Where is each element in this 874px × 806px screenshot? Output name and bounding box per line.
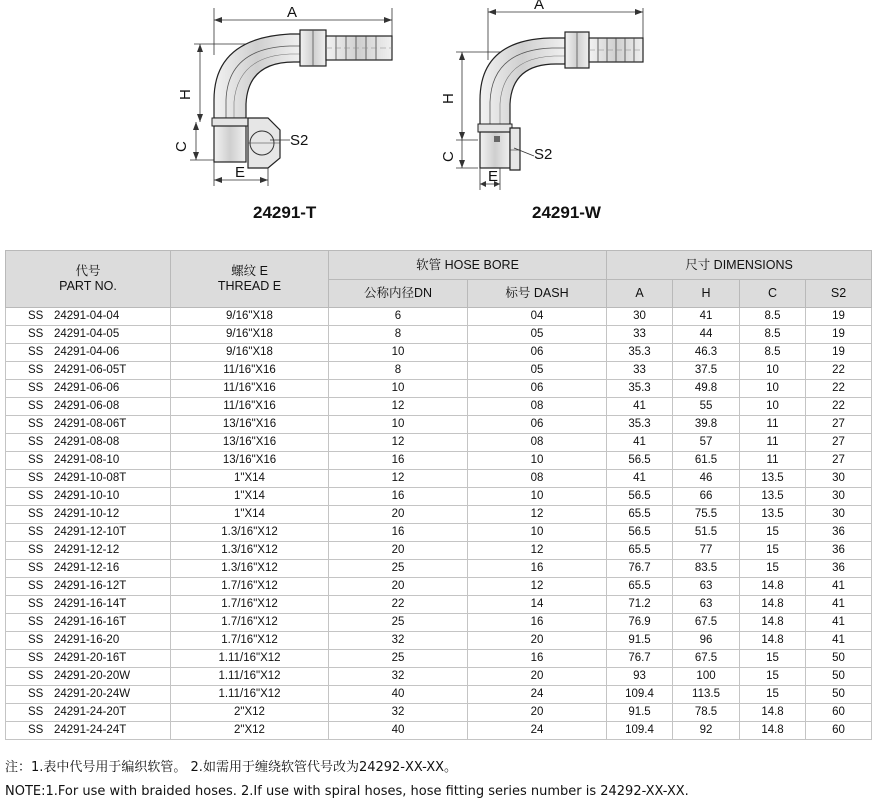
part-number: 24291-16-12T: [54, 580, 127, 592]
cell-a: 65.5: [607, 578, 673, 596]
cell-a: 91.5: [607, 704, 673, 722]
cell-thread: 1.11/16"X12: [171, 686, 329, 704]
cell-thread: 1.7/16"X12: [171, 614, 329, 632]
cell-s2: 19: [806, 326, 872, 344]
cell-c: 14.8: [740, 722, 806, 740]
cell-c: 15: [740, 668, 806, 686]
cell-dn: 12: [329, 398, 468, 416]
part-number: 24291-20-24W: [54, 688, 131, 700]
part-prefix: SS: [28, 454, 44, 466]
cell-c: 15: [740, 686, 806, 704]
cell-part-no: [6, 506, 171, 524]
table-row: [6, 470, 872, 488]
dim-label-s2: S2: [534, 146, 553, 163]
table-row: [6, 704, 872, 722]
cell-s2: 41: [806, 614, 872, 632]
cell-h: 37.5: [673, 362, 740, 380]
part-number: 24291-10-10: [54, 490, 120, 502]
header-dimensions: 尺寸 DIMENSIONS: [607, 251, 872, 280]
cell-c: 10: [740, 398, 806, 416]
cell-c: 14.8: [740, 578, 806, 596]
cell-h: 63: [673, 578, 740, 596]
cell-h: 46: [673, 470, 740, 488]
cell-s2: 50: [806, 668, 872, 686]
cell-dash: 05: [468, 362, 607, 380]
part-prefix: SS: [28, 472, 44, 484]
cell-dash: 10: [468, 524, 607, 542]
cell-dn: 6: [329, 308, 468, 326]
table-row: [6, 434, 872, 452]
header-hose-bore: 软管 HOSE BORE: [329, 251, 607, 280]
cell-h: 92: [673, 722, 740, 740]
cell-thread: 1"X14: [171, 488, 329, 506]
table-row: [6, 326, 872, 344]
cell-dn: 25: [329, 560, 468, 578]
part-number: 24291-16-20: [54, 634, 120, 646]
table-row: [6, 398, 872, 416]
dim-label-a: A: [534, 0, 545, 13]
cell-part-no: [6, 668, 171, 686]
cell-c: 15: [740, 650, 806, 668]
cell-s2: 50: [806, 686, 872, 704]
table-row: [6, 380, 872, 398]
cell-a: 41: [607, 470, 673, 488]
cell-thread: 1.7/16"X12: [171, 596, 329, 614]
cell-a: 56.5: [607, 524, 673, 542]
table-row: [6, 596, 872, 614]
cell-thread: 13/16"X16: [171, 416, 329, 434]
cell-dash: 20: [468, 704, 607, 722]
note-en: NOTE:1.For use with braided hoses. 2.If use with spiral hoses, hose fitting series number is 24292-XX-XX.: [5, 784, 689, 799]
cell-s2: 60: [806, 704, 872, 722]
cell-dn: 20: [329, 542, 468, 560]
cell-dn: 20: [329, 578, 468, 596]
header-c: C: [740, 280, 806, 308]
cell-h: 63: [673, 596, 740, 614]
cell-thread: 1.3/16"X12: [171, 524, 329, 542]
cell-dash: 24: [468, 686, 607, 704]
cell-thread: 1"X14: [171, 470, 329, 488]
part-number: 24291-10-08T: [54, 472, 127, 484]
table-row: [6, 362, 872, 380]
cell-part-no: [6, 704, 171, 722]
cell-thread: 1.3/16"X12: [171, 560, 329, 578]
cell-dn: 10: [329, 380, 468, 398]
part-number: 24291-20-16T: [54, 652, 127, 664]
spec-table: [5, 250, 872, 740]
cell-thread: 11/16"X16: [171, 398, 329, 416]
table-row: [6, 506, 872, 524]
part-prefix: SS: [28, 526, 44, 538]
part-number: 24291-24-24T: [54, 724, 127, 736]
cell-a: 91.5: [607, 632, 673, 650]
cell-dash: 08: [468, 470, 607, 488]
header-part-no-en: PART NO.: [59, 279, 117, 293]
cell-h: 44: [673, 326, 740, 344]
cell-thread: 1"X14: [171, 506, 329, 524]
part-number: 24291-16-14T: [54, 598, 127, 610]
cell-c: 15: [740, 524, 806, 542]
cell-s2: 41: [806, 632, 872, 650]
dim-label-c: C: [440, 151, 457, 162]
drawing-24291-W: [440, 0, 643, 190]
cell-part-no: [6, 326, 171, 344]
cell-s2: 22: [806, 362, 872, 380]
cell-part-no: [6, 560, 171, 578]
part-number: 24291-08-08: [54, 436, 120, 448]
cell-thread: 2"X12: [171, 704, 329, 722]
cell-dash: 04: [468, 308, 607, 326]
cell-a: 35.3: [607, 416, 673, 434]
table-row: [6, 524, 872, 542]
cell-part-no: [6, 614, 171, 632]
cell-a: 76.9: [607, 614, 673, 632]
part-prefix: SS: [28, 364, 44, 376]
part-number: 24291-12-12: [54, 544, 120, 556]
table-row: [6, 542, 872, 560]
cell-h: 78.5: [673, 704, 740, 722]
cell-s2: 22: [806, 398, 872, 416]
cell-dash: 08: [468, 398, 607, 416]
cell-dn: 32: [329, 668, 468, 686]
table-row: [6, 560, 872, 578]
cell-part-no: [6, 344, 171, 362]
part-prefix: SS: [28, 382, 44, 394]
part-prefix: SS: [28, 490, 44, 502]
cell-thread: 1.7/16"X12: [171, 578, 329, 596]
part-number: 24291-12-10T: [54, 526, 127, 538]
cell-a: 109.4: [607, 722, 673, 740]
cell-s2: 36: [806, 560, 872, 578]
cell-s2: 30: [806, 506, 872, 524]
table-row: [6, 578, 872, 596]
cell-part-no: [6, 416, 171, 434]
cell-thread: 11/16"X16: [171, 380, 329, 398]
cell-h: 113.5: [673, 686, 740, 704]
cell-a: 33: [607, 326, 673, 344]
cell-h: 75.5: [673, 506, 740, 524]
part-prefix: SS: [28, 418, 44, 430]
part-number: 24291-20-20W: [54, 670, 131, 682]
cell-dash: 06: [468, 344, 607, 362]
cell-thread: 11/16"X16: [171, 362, 329, 380]
cell-dn: 22: [329, 596, 468, 614]
cell-s2: 60: [806, 722, 872, 740]
cell-h: 96: [673, 632, 740, 650]
cell-part-no: [6, 650, 171, 668]
table-row: [6, 416, 872, 434]
cell-thread: 1.11/16"X12: [171, 650, 329, 668]
cell-part-no: [6, 434, 171, 452]
cell-dash: 08: [468, 434, 607, 452]
part-number: 24291-12-16: [54, 562, 120, 574]
part-prefix: SS: [28, 670, 44, 682]
cell-part-no: [6, 632, 171, 650]
cell-a: 65.5: [607, 506, 673, 524]
cell-thread: 9/16"X18: [171, 308, 329, 326]
part-prefix: SS: [28, 562, 44, 574]
notes: [5, 756, 689, 804]
table-row: [6, 668, 872, 686]
table-row: [6, 650, 872, 668]
cell-part-no: [6, 722, 171, 740]
cell-dn: 10: [329, 416, 468, 434]
cell-dash: 16: [468, 614, 607, 632]
cell-h: 100: [673, 668, 740, 686]
dim-label-h: H: [440, 93, 457, 104]
table-row: [6, 614, 872, 632]
part-prefix: SS: [28, 544, 44, 556]
cell-h: 57: [673, 434, 740, 452]
cell-c: 13.5: [740, 488, 806, 506]
part-number: 24291-10-12: [54, 508, 120, 520]
cell-dash: 12: [468, 542, 607, 560]
cell-dn: 40: [329, 686, 468, 704]
part-number: 24291-04-05: [54, 328, 120, 340]
cell-dash: 06: [468, 380, 607, 398]
dim-label-e: E: [488, 168, 499, 185]
cell-h: 67.5: [673, 614, 740, 632]
dim-label-s2: S2: [290, 132, 309, 149]
cell-part-no: [6, 596, 171, 614]
header-dash: 标号 DASH: [468, 280, 607, 308]
cell-part-no: [6, 380, 171, 398]
part-prefix: SS: [28, 508, 44, 520]
cell-part-no: [6, 542, 171, 560]
part-prefix: SS: [28, 616, 44, 628]
part-number: 24291-04-06: [54, 346, 120, 358]
cell-thread: 9/16"X18: [171, 326, 329, 344]
cell-part-no: [6, 398, 171, 416]
part-number: 24291-08-10: [54, 454, 120, 466]
cell-h: 83.5: [673, 560, 740, 578]
cell-part-no: [6, 686, 171, 704]
part-prefix: SS: [28, 400, 44, 412]
drawings-area: [0, 0, 874, 240]
fitting-drawings: [0, 0, 874, 240]
part-prefix: SS: [28, 328, 44, 340]
cell-dn: 20: [329, 506, 468, 524]
cell-s2: 27: [806, 434, 872, 452]
part-prefix: SS: [28, 724, 44, 736]
cell-dn: 10: [329, 344, 468, 362]
dim-label-c: C: [173, 141, 190, 152]
cell-c: 13.5: [740, 470, 806, 488]
cell-c: 14.8: [740, 632, 806, 650]
cell-c: 8.5: [740, 344, 806, 362]
cell-s2: 19: [806, 308, 872, 326]
cell-dn: 16: [329, 524, 468, 542]
cell-dn: 12: [329, 434, 468, 452]
cell-s2: 30: [806, 470, 872, 488]
model-label-24291-w: 24291-W: [532, 203, 601, 222]
cell-a: 30: [607, 308, 673, 326]
cell-h: 39.8: [673, 416, 740, 434]
cell-c: 11: [740, 452, 806, 470]
cell-c: 11: [740, 434, 806, 452]
cell-c: 8.5: [740, 326, 806, 344]
part-number: 24291-06-08: [54, 400, 120, 412]
cell-thread: 1.11/16"X12: [171, 668, 329, 686]
part-prefix: SS: [28, 652, 44, 664]
part-number: 24291-04-04: [54, 310, 120, 322]
table-row: [6, 722, 872, 740]
cell-c: 8.5: [740, 308, 806, 326]
cell-dash: 10: [468, 488, 607, 506]
table-row: [6, 488, 872, 506]
cell-h: 41: [673, 308, 740, 326]
part-prefix: SS: [28, 706, 44, 718]
cell-thread: 13/16"X16: [171, 434, 329, 452]
header-s2: S2: [806, 280, 872, 308]
part-prefix: SS: [28, 598, 44, 610]
table-row: [6, 632, 872, 650]
cell-a: 65.5: [607, 542, 673, 560]
header-a: A: [607, 280, 673, 308]
cell-a: 93: [607, 668, 673, 686]
cell-a: 35.3: [607, 344, 673, 362]
cell-dn: 12: [329, 470, 468, 488]
part-prefix: SS: [28, 688, 44, 700]
cell-h: 66: [673, 488, 740, 506]
cell-c: 14.8: [740, 614, 806, 632]
cell-a: 41: [607, 398, 673, 416]
header-thread-en: THREAD E: [217, 279, 282, 293]
cell-part-no: [6, 578, 171, 596]
cell-dash: 20: [468, 668, 607, 686]
table-row: [6, 452, 872, 470]
cell-s2: 36: [806, 542, 872, 560]
cell-thread: 13/16"X16: [171, 452, 329, 470]
cell-dn: 32: [329, 632, 468, 650]
cell-h: 67.5: [673, 650, 740, 668]
cell-thread: 1.7/16"X12: [171, 632, 329, 650]
cell-a: 76.7: [607, 560, 673, 578]
cell-s2: 50: [806, 650, 872, 668]
cell-a: 41: [607, 434, 673, 452]
cell-s2: 22: [806, 380, 872, 398]
cell-dn: 8: [329, 362, 468, 380]
cell-part-no: [6, 452, 171, 470]
dim-label-e: E: [235, 164, 246, 181]
cell-thread: 1.3/16"X12: [171, 542, 329, 560]
cell-part-no: [6, 362, 171, 380]
part-number: 24291-06-06: [54, 382, 120, 394]
part-prefix: SS: [28, 634, 44, 646]
cell-dn: 32: [329, 704, 468, 722]
cell-h: 51.5: [673, 524, 740, 542]
cell-dash: 12: [468, 578, 607, 596]
cell-dash: 06: [468, 416, 607, 434]
cell-dash: 16: [468, 650, 607, 668]
drawing-24291-T: [173, 4, 392, 186]
cell-h: 61.5: [673, 452, 740, 470]
cell-s2: 41: [806, 578, 872, 596]
cell-dash: 16: [468, 560, 607, 578]
cell-part-no: [6, 470, 171, 488]
cell-a: 109.4: [607, 686, 673, 704]
cell-dn: 40: [329, 722, 468, 740]
cell-dash: 12: [468, 506, 607, 524]
cell-s2: 27: [806, 416, 872, 434]
cell-h: 49.8: [673, 380, 740, 398]
dim-label-a: A: [287, 4, 298, 21]
table-row: [6, 308, 872, 326]
part-prefix: SS: [28, 346, 44, 358]
cell-s2: 41: [806, 596, 872, 614]
cell-dash: 10: [468, 452, 607, 470]
part-number: 24291-06-05T: [54, 364, 127, 376]
header-part-no: [6, 251, 171, 308]
part-prefix: SS: [28, 580, 44, 592]
cell-part-no: [6, 308, 171, 326]
cell-s2: 30: [806, 488, 872, 506]
cell-c: 15: [740, 560, 806, 578]
part-number: 24291-16-16T: [54, 616, 127, 628]
cell-part-no: [6, 488, 171, 506]
dim-label-h: H: [177, 89, 194, 100]
part-prefix: SS: [28, 436, 44, 448]
cell-a: 76.7: [607, 650, 673, 668]
cell-a: 35.3: [607, 380, 673, 398]
part-prefix: SS: [28, 310, 44, 322]
cell-dash: 05: [468, 326, 607, 344]
model-label-24291-t: 24291-T: [253, 203, 317, 222]
cell-dash: 24: [468, 722, 607, 740]
header-part-no-cn: 代号: [75, 264, 101, 278]
cell-part-no: [6, 524, 171, 542]
cell-c: 10: [740, 362, 806, 380]
cell-dn: 25: [329, 614, 468, 632]
cell-h: 55: [673, 398, 740, 416]
cell-dash: 14: [468, 596, 607, 614]
cell-dn: 16: [329, 488, 468, 506]
part-number: 24291-24-20T: [54, 706, 127, 718]
cell-thread: 9/16"X18: [171, 344, 329, 362]
cell-s2: 19: [806, 344, 872, 362]
spec-table-body: [6, 308, 872, 740]
table-row: [6, 686, 872, 704]
cell-a: 33: [607, 362, 673, 380]
cell-s2: 36: [806, 524, 872, 542]
cell-a: 71.2: [607, 596, 673, 614]
cell-dash: 20: [468, 632, 607, 650]
cell-c: 10: [740, 380, 806, 398]
cell-thread: 2"X12: [171, 722, 329, 740]
cell-h: 46.3: [673, 344, 740, 362]
header-thread-cn: 螺纹 E: [231, 264, 268, 278]
cell-dn: 16: [329, 452, 468, 470]
cell-c: 11: [740, 416, 806, 434]
cell-c: 13.5: [740, 506, 806, 524]
cell-a: 56.5: [607, 452, 673, 470]
cell-s2: 27: [806, 452, 872, 470]
header-dn: 公称内径DN: [329, 280, 468, 308]
header-thread: [171, 251, 329, 308]
cell-c: 14.8: [740, 704, 806, 722]
cell-a: 56.5: [607, 488, 673, 506]
cell-h: 77: [673, 542, 740, 560]
note-cn: 注：1.表中代号用于编织软管。 2.如需用于缠绕软管代号改为24292-XX-XX。: [5, 760, 458, 775]
part-number: 24291-08-06T: [54, 418, 127, 430]
cell-c: 14.8: [740, 596, 806, 614]
table-row: [6, 344, 872, 362]
cell-c: 15: [740, 542, 806, 560]
cell-dn: 8: [329, 326, 468, 344]
header-h: H: [673, 280, 740, 308]
cell-dn: 25: [329, 650, 468, 668]
